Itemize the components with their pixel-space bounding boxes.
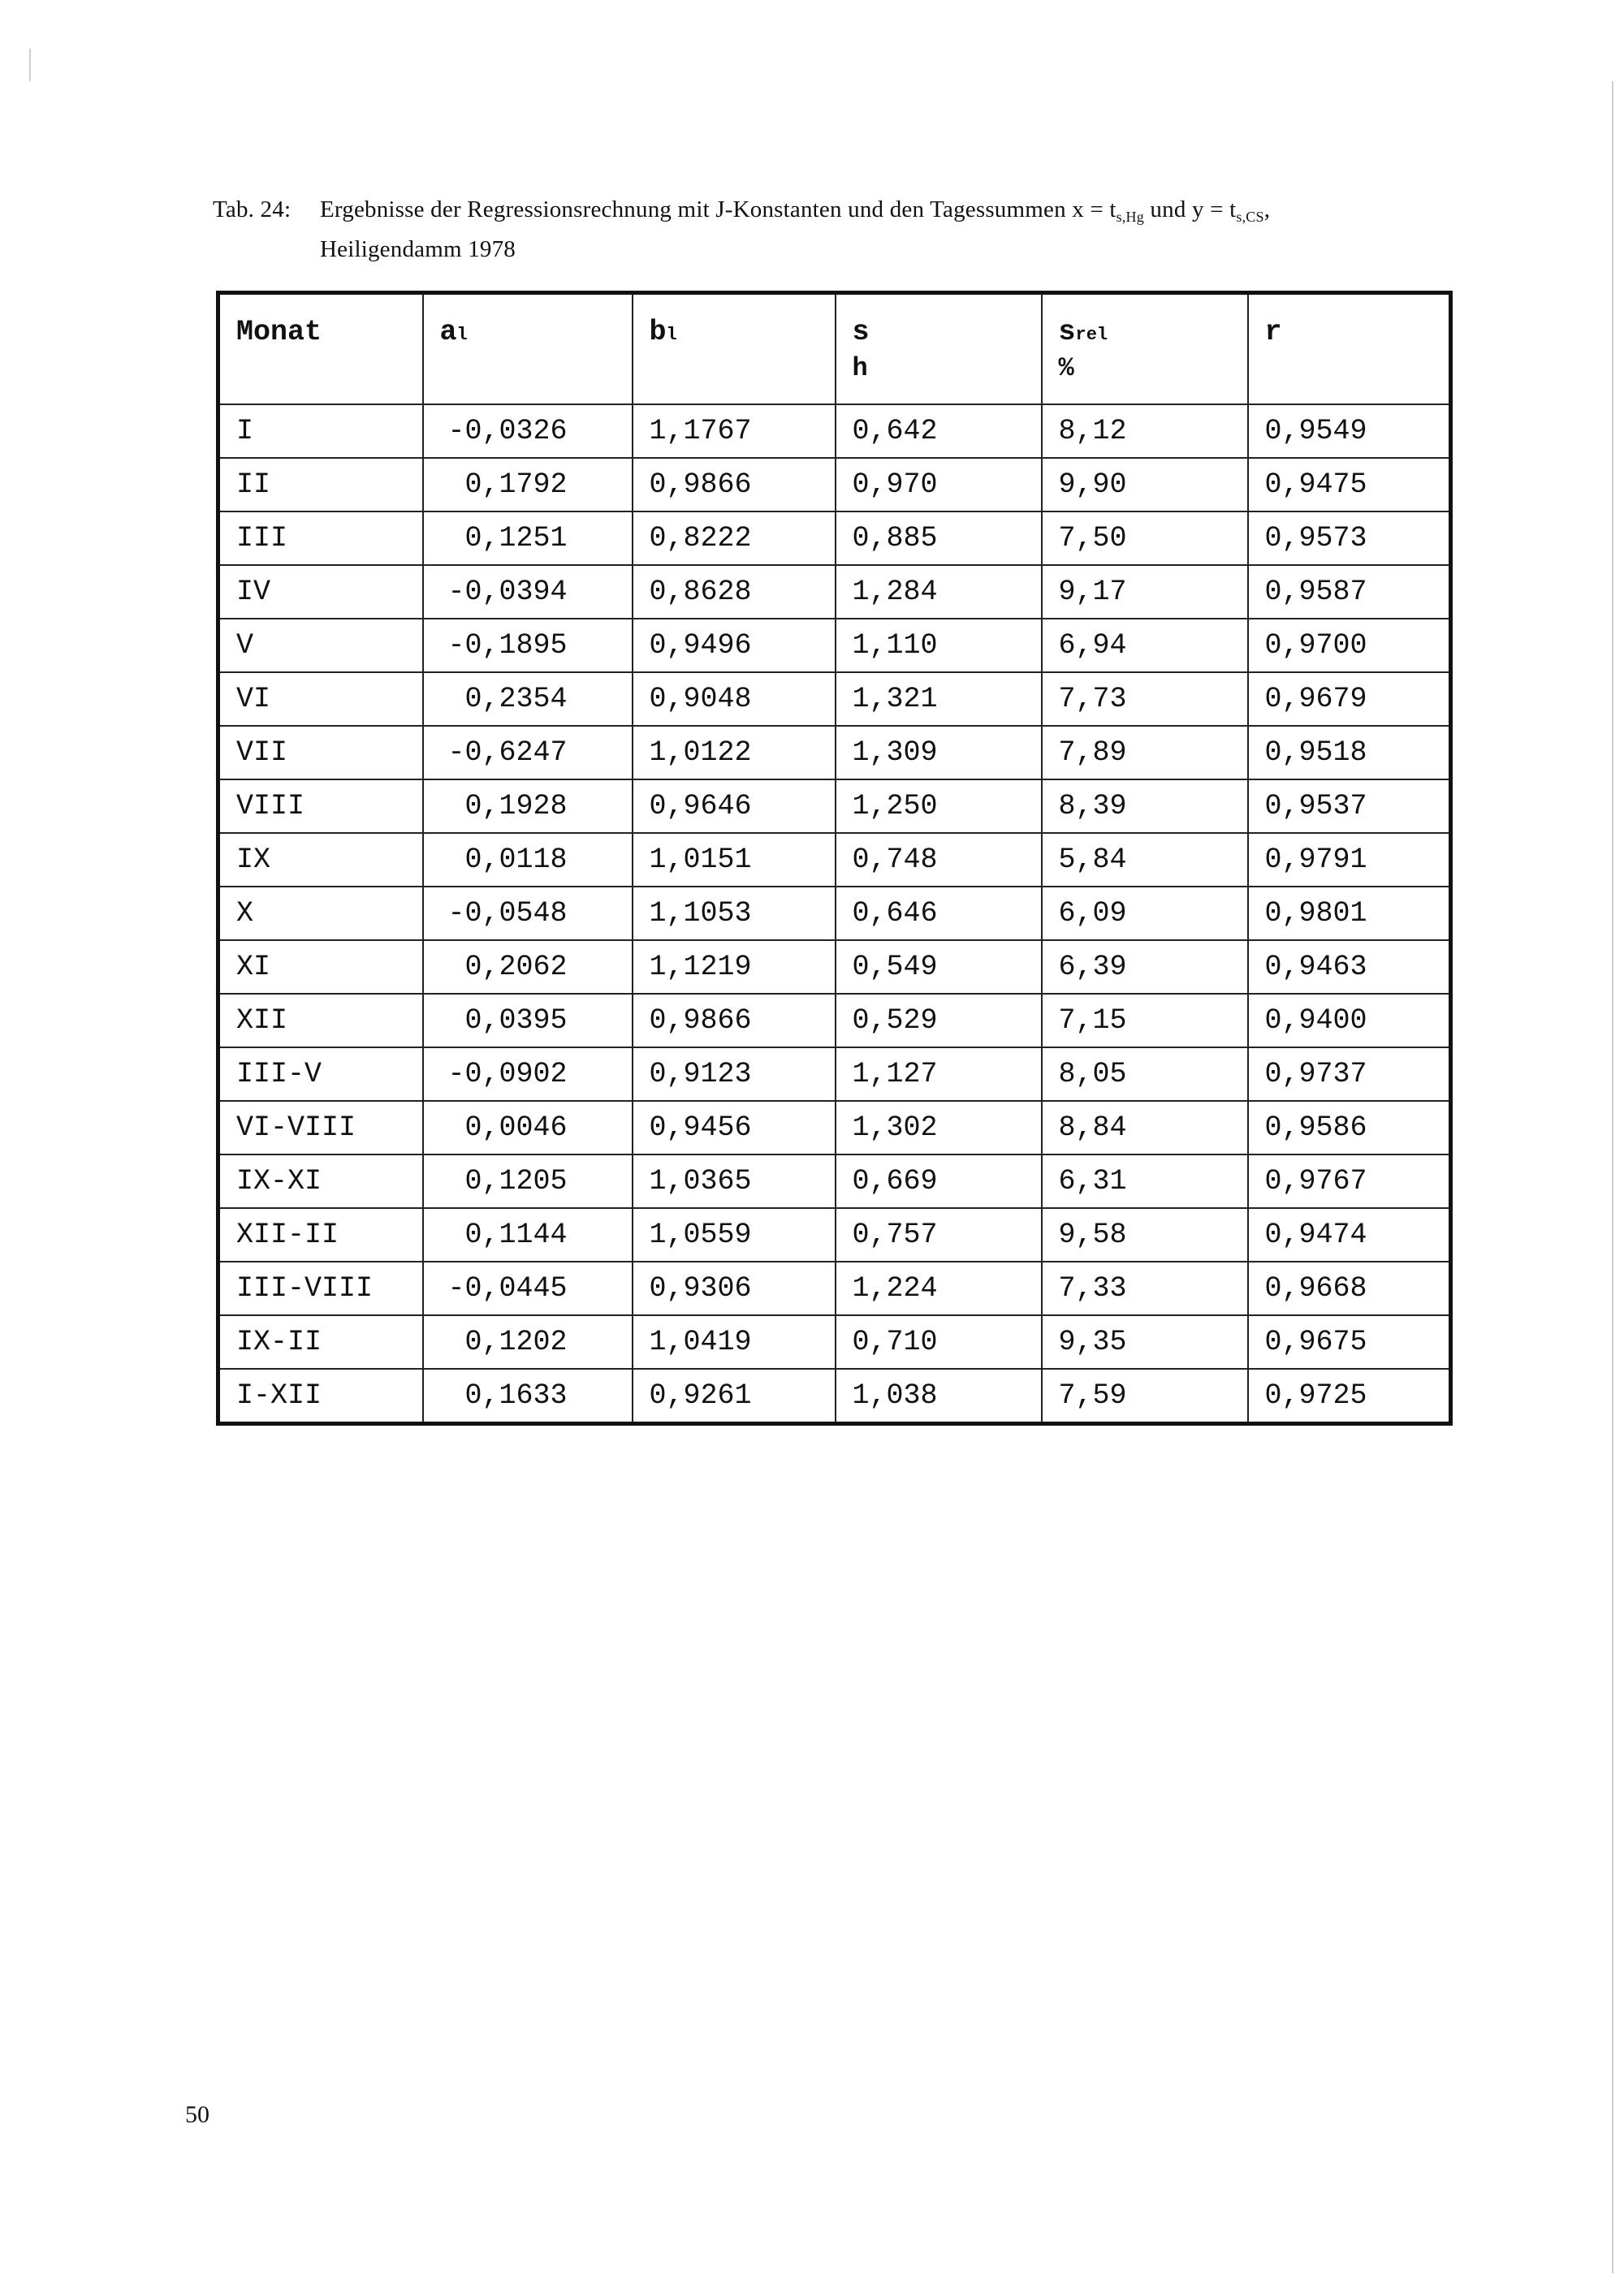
table-row (218, 887, 1451, 940)
cell-srel: 6,39 (1042, 940, 1248, 994)
table-row (218, 1262, 1451, 1315)
cell-a: -0,1895 (423, 619, 633, 672)
scan-edge-right (1612, 81, 1613, 2273)
table-row (218, 1101, 1451, 1154)
cell-monat: X (218, 887, 423, 940)
cell-b: 0,9646 (633, 779, 836, 833)
cell-s: 0,710 (836, 1315, 1042, 1369)
cell-srel: 6,31 (1042, 1154, 1248, 1208)
cell-monat: VIII (218, 779, 423, 833)
regression-table (216, 291, 1453, 1426)
cell-r: 0,9587 (1248, 565, 1451, 619)
table-row (218, 726, 1451, 779)
table-row (218, 1154, 1451, 1208)
table-caption (213, 193, 1479, 265)
table-row (218, 672, 1451, 726)
cell-r: 0,9400 (1248, 994, 1451, 1047)
cell-srel: 8,05 (1042, 1047, 1248, 1101)
cell-b: 1,1053 (633, 887, 836, 940)
cell-srel: 9,35 (1042, 1315, 1248, 1369)
cell-srel: 5,84 (1042, 833, 1248, 887)
cell-r: 0,9573 (1248, 511, 1451, 565)
cell-srel: 9,90 (1042, 458, 1248, 511)
cell-s: 0,669 (836, 1154, 1042, 1208)
cell-s: 0,549 (836, 940, 1042, 994)
cell-monat: VI-VIII (218, 1101, 423, 1154)
table-row (218, 940, 1451, 994)
cell-monat: VII (218, 726, 423, 779)
scan-edge-left (29, 49, 31, 81)
cell-a: -0,0548 (423, 887, 633, 940)
cell-a: -0,0902 (423, 1047, 633, 1101)
cell-b: 0,9496 (633, 619, 836, 672)
table-row (218, 1047, 1451, 1101)
cell-b: 1,1219 (633, 940, 836, 994)
cell-r: 0,9668 (1248, 1262, 1451, 1315)
cell-monat: III-VIII (218, 1262, 423, 1315)
cell-s: 1,038 (836, 1369, 1042, 1424)
cell-monat: IV (218, 565, 423, 619)
cell-srel: 7,33 (1042, 1262, 1248, 1315)
cell-srel: 7,73 (1042, 672, 1248, 726)
cell-r: 0,9675 (1248, 1315, 1451, 1369)
cell-r: 0,9586 (1248, 1101, 1451, 1154)
caption-label: Tab. 24: (213, 196, 292, 222)
cell-b: 1,0151 (633, 833, 836, 887)
cell-r: 0,9737 (1248, 1047, 1451, 1101)
cell-monat: XII (218, 994, 423, 1047)
caption-sub-y: s,CS (1236, 209, 1264, 225)
cell-b: 1,0419 (633, 1315, 836, 1369)
cell-a: 0,1202 (423, 1315, 633, 1369)
cell-monat: I-XII (218, 1369, 423, 1424)
cell-r: 0,9700 (1248, 619, 1451, 672)
cell-b: 0,9048 (633, 672, 836, 726)
cell-monat: IX-XI (218, 1154, 423, 1208)
cell-s: 1,250 (836, 779, 1042, 833)
cell-r: 0,9549 (1248, 404, 1451, 458)
table-row (218, 619, 1451, 672)
cell-b: 0,9261 (633, 1369, 836, 1424)
table-row (218, 833, 1451, 887)
header-monat: Monat (218, 293, 423, 405)
caption-text-1: Ergebnisse der Regressionsrechnung mit J-Konstanten und den Tagessummen x = t (320, 196, 1116, 222)
cell-b: 1,0559 (633, 1208, 836, 1262)
cell-a: 0,1251 (423, 511, 633, 565)
cell-monat: III (218, 511, 423, 565)
cell-r: 0,9801 (1248, 887, 1451, 940)
cell-s: 1,110 (836, 619, 1042, 672)
header-srel: srel % (1042, 293, 1248, 405)
page-number: 50 (185, 2101, 209, 2128)
cell-s: 1,302 (836, 1101, 1042, 1154)
cell-b: 0,8222 (633, 511, 836, 565)
caption-text-3: , (1263, 196, 1271, 222)
cell-monat: XII-II (218, 1208, 423, 1262)
cell-b: 1,0122 (633, 726, 836, 779)
cell-srel: 6,94 (1042, 619, 1248, 672)
cell-monat: I (218, 404, 423, 458)
cell-srel: 8,12 (1042, 404, 1248, 458)
cell-a: 0,2062 (423, 940, 633, 994)
cell-b: 1,0365 (633, 1154, 836, 1208)
cell-b: 0,8628 (633, 565, 836, 619)
cell-monat: VI (218, 672, 423, 726)
table-row (218, 458, 1451, 511)
cell-s: 0,646 (836, 887, 1042, 940)
table-row (218, 1315, 1451, 1369)
cell-r: 0,9475 (1248, 458, 1451, 511)
cell-a: 0,1205 (423, 1154, 633, 1208)
cell-r: 0,9463 (1248, 940, 1451, 994)
cell-s: 1,284 (836, 565, 1042, 619)
cell-r: 0,9518 (1248, 726, 1451, 779)
table-row (218, 565, 1451, 619)
cell-srel: 8,39 (1042, 779, 1248, 833)
cell-srel: 9,17 (1042, 565, 1248, 619)
cell-a: 0,0118 (423, 833, 633, 887)
cell-s: 1,224 (836, 1262, 1042, 1315)
table-row (218, 779, 1451, 833)
cell-s: 0,970 (836, 458, 1042, 511)
cell-a: -0,0326 (423, 404, 633, 458)
cell-srel: 7,50 (1042, 511, 1248, 565)
cell-s: 1,127 (836, 1047, 1042, 1101)
table-body (218, 404, 1451, 1424)
cell-s: 0,642 (836, 404, 1042, 458)
table-row (218, 511, 1451, 565)
cell-b: 0,9306 (633, 1262, 836, 1315)
header-row (218, 293, 1451, 405)
cell-s: 0,885 (836, 511, 1042, 565)
caption-text-2: und y = t (1143, 196, 1237, 222)
cell-s: 0,748 (836, 833, 1042, 887)
cell-r: 0,9791 (1248, 833, 1451, 887)
caption-sub-x: s,Hg (1116, 209, 1144, 225)
cell-a: -0,6247 (423, 726, 633, 779)
cell-srel: 7,59 (1042, 1369, 1248, 1424)
cell-monat: II (218, 458, 423, 511)
cell-a: 0,0046 (423, 1101, 633, 1154)
cell-srel: 6,09 (1042, 887, 1248, 940)
cell-a: -0,0445 (423, 1262, 633, 1315)
table-row (218, 994, 1451, 1047)
cell-a: 0,1792 (423, 458, 633, 511)
cell-s: 1,309 (836, 726, 1042, 779)
cell-monat: IX (218, 833, 423, 887)
cell-a: 0,0395 (423, 994, 633, 1047)
caption-line-2: Heiligendamm 1978 (320, 236, 516, 262)
cell-s: 0,529 (836, 994, 1042, 1047)
cell-srel: 7,89 (1042, 726, 1248, 779)
header-r: r (1248, 293, 1451, 405)
cell-b: 0,9866 (633, 458, 836, 511)
cell-srel: 7,15 (1042, 994, 1248, 1047)
cell-r: 0,9679 (1248, 672, 1451, 726)
cell-b: 0,9456 (633, 1101, 836, 1154)
header-a: al (423, 293, 633, 405)
cell-r: 0,9725 (1248, 1369, 1451, 1424)
cell-a: 0,1928 (423, 779, 633, 833)
caption-line-1 (213, 193, 1479, 233)
header-b: bl (633, 293, 836, 405)
cell-a: -0,0394 (423, 565, 633, 619)
cell-a: 0,2354 (423, 672, 633, 726)
cell-s: 0,757 (836, 1208, 1042, 1262)
cell-b: 1,1767 (633, 404, 836, 458)
cell-monat: XI (218, 940, 423, 994)
cell-r: 0,9537 (1248, 779, 1451, 833)
cell-monat: IX-II (218, 1315, 423, 1369)
cell-monat: V (218, 619, 423, 672)
cell-srel: 8,84 (1042, 1101, 1248, 1154)
table-row (218, 1208, 1451, 1262)
table-row (218, 1369, 1451, 1424)
cell-srel: 9,58 (1042, 1208, 1248, 1262)
cell-a: 0,1144 (423, 1208, 633, 1262)
cell-r: 0,9474 (1248, 1208, 1451, 1262)
cell-b: 0,9866 (633, 994, 836, 1047)
table-row (218, 404, 1451, 458)
cell-a: 0,1633 (423, 1369, 633, 1424)
cell-r: 0,9767 (1248, 1154, 1451, 1208)
cell-b: 0,9123 (633, 1047, 836, 1101)
header-s: s h (836, 293, 1042, 405)
cell-monat: III-V (218, 1047, 423, 1101)
cell-s: 1,321 (836, 672, 1042, 726)
